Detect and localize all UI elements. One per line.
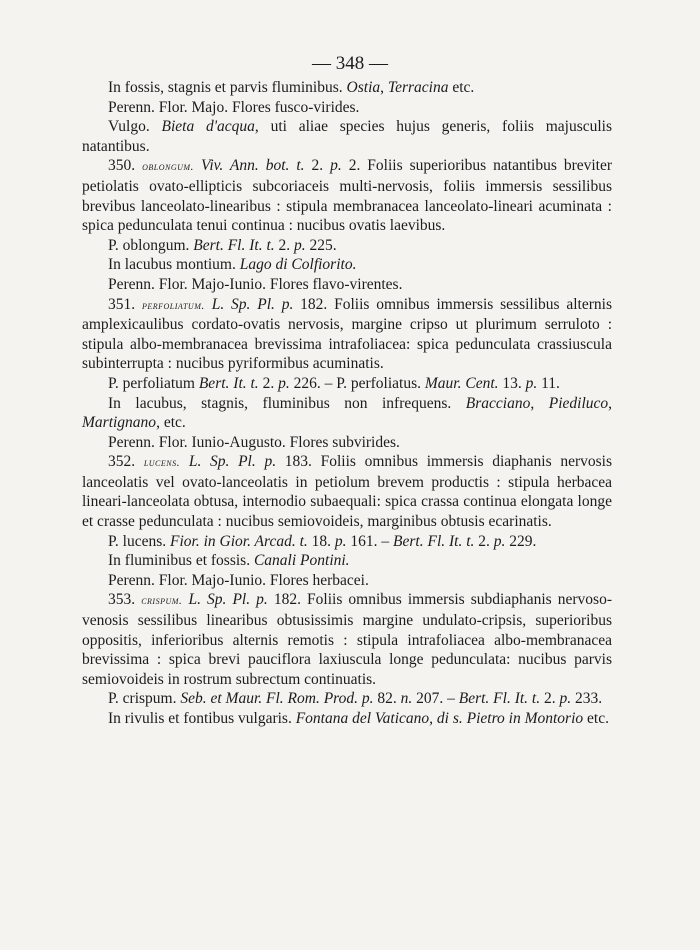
paragraph: 350. oblongum. Viv. Ann. bot. t. 2. p. 2. Foliis superioribus natantibus breviter petiolatis ovato-ellipticis subcoriaceis multi-nervosis, foliis immersis sessilibus brevibus lanceolato-linearibus : stipula membranacea lanceolato-lineari acuminata : spica pedunculata tenui continua : nucibus ovatis laevibus. [82, 157, 613, 235]
paragraph: 352. lucens. L. Sp. Pl. p. 183. Foliis omnibus immersis diaphanis nervosis lanceolatis vel ovato-lanceolatis in petiolum brevem productis : stipula herbacea lineari-lanceolata obtusa, internodio subaequali: spica crassa continua elongata longe et crasse pedunculata : nucibus semiovoideis, marginibus obtusis ecarinatis. [82, 453, 613, 531]
body-text [82, 78, 612, 729]
paragraph: Vulgo. Bieta d'acqua, uti aliae species hujus generis, foliis majusculis natantibus. [82, 118, 612, 155]
paragraph: P. perfoliatum Bert. It. t. 2. p. 226. – P. perfoliatus. Maur. Cent. 13. p. 11. [108, 374, 560, 392]
paragraph: In fluminibus et fossis. Canali Pontini. [108, 552, 350, 570]
paragraph: P. lucens. Fior. in Gior. Arcad. t. 18. p. 161. – Bert. Fl. It. t. 2. p. 229. [108, 532, 537, 550]
paragraph: In lacubus montium. Lago di Colfiorito. [108, 256, 357, 274]
paragraph: 351. perfoliatum. L. Sp. Pl. p. 182. Foliis omnibus immersis sessilibus alternis amplexicaulibus cordato-ovatis nervosis, margine cripso ut plurimum serruloto : stipula albo-membranacea brevissima intrafoliacea: spica pedunculata crassiuscula subinterrupta : nucibus pyriformibus acuminatis. [82, 295, 612, 373]
paragraph: P. crispum. Seb. et Maur. Fl. Rom. Prod. p. 82. n. 207. – Bert. Fl. It. t. 2. p. 233. [108, 690, 603, 708]
paragraph: Perenn. Flor. Iunio-Augusto. Flores subvirides. [108, 433, 400, 451]
paragraph: P. oblongum. Bert. Fl. It. t. 2. p. 225. [108, 236, 337, 254]
paragraph: In lacubus, stagnis, fluminibus non infrequens. Bracciano, Piediluco, Martignano, etc. [82, 394, 613, 432]
paragraph: Perenn. Flor. Majo-Iunio. Flores flavo-virentes. [108, 275, 403, 293]
page-number: — 348 — [312, 53, 388, 74]
paragraph: In rivulis et fontibus vulgaris. Fontana del Vaticano, di s. Pietro in Montorio etc. [108, 710, 609, 727]
paragraph: In fossis, stagnis et parvis fluminibus. Ostia, Terracina etc. [108, 79, 475, 96]
paragraph: Perenn. Flor. Majo. Flores fusco-virides. [108, 98, 360, 116]
paragraph: 353. crispum. L. Sp. Pl. p. 182. Foliis omnibus immersis subdiaphanis nervoso-venosis sessilibus linearibus obtusissimis margine undulato-cripsis, superioribus oppositis, inferioribus alternis remotis : stipula intrafoliacea albo-membranacea brevissima : spica brevi pauciflora laxiuscula longe pedunculata: nucibus parvis semiovoideis in rostrum subrectum continuatis. [82, 591, 612, 688]
paragraph: Perenn. Flor. Majo-Iunio. Flores herbacei. [108, 571, 369, 589]
